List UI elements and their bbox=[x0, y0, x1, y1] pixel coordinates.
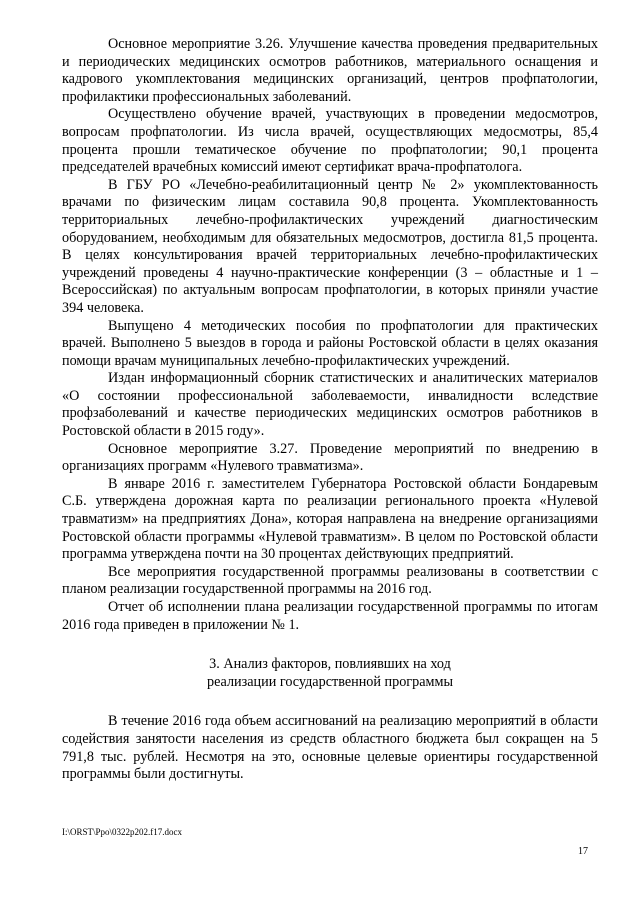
section-heading bbox=[62, 656, 598, 691]
document-body bbox=[62, 36, 598, 784]
paragraph-methodical-manuals: Выпущено 4 методических пособия по профпатологии для практических врачей. Выполнено 5 выездов в города и районы Ростовской области в целях оказания помощи врачам муниципальных лечебно-профилактических учреждений. bbox=[62, 317, 598, 369]
paragraph-all-measures-done: Все мероприятия государственной программы реализованы в соответствии с планом реализации государственной программы на 2016 год. bbox=[62, 563, 598, 598]
section-heading-line2: реализации государственной программы bbox=[206, 673, 454, 690]
paragraph-measure-3-27: Основное мероприятие 3.27. Проведение мероприятий по внедрению в организациях программ «Нулевого травматизма». bbox=[62, 440, 598, 475]
paragraph-rehab-center: В ГБУ РО «Лечебно-реабилитационный центр № 2» укомплектованность врачами по физическим лицам составила 90,8 процента. Укомплектованность территориальных лечебно-профилактических учреждений диагностическим оборудованием, необходимым для обязательных медосмотров, достигла 81,5 процента. В целях консультирования врачей территориальных лечебно-профилактических учреждений проведены 4 научно-практические конференции (3 – областные и 1 – Всероссийская) по актуальным вопросам профпатологии, в которых приняли участие 394 человека. bbox=[62, 176, 598, 316]
paragraph-info-collection: Издан информационный сборник статистических и аналитических материалов «О состоянии профессиональной заболеваемости, инвалидности вследствие профзаболеваний и качестве периодических медицинских осмотров работников в Ростовской области в 2015 году». bbox=[62, 370, 598, 440]
paragraph-measure-3-26: Основное мероприятие 3.26. Улучшение качества проведения предварительных и периодических медицинских осмотров работников, материального оснащения и кадрового укомплектования медицинских организаций, центров профпатологии, профилактики профессиональных заболеваний. bbox=[62, 36, 598, 105]
paragraph-doctor-training: Осуществлено обучение врачей, участвующих в проведении медосмотров, вопросам профпатологии. Из числа врачей, осуществляющих медосмотры, 85,4 процента прошли тематическое обучение по профпатологии; 90,1 процента председателей врачебных комиссий имеют сертификат врача-профпатолога. bbox=[62, 106, 598, 176]
section-heading-line1: 3. Анализ факторов, повлиявших на ход bbox=[209, 656, 451, 673]
paragraph-budget-reduction: В течение 2016 года объем ассигнований на реализацию мероприятий в области содействия занятости населения из средств областного бюджета был сокращен на 5 791,8 тыс. рублей. Несмотря на это, основные целевые ориентиры государственной программы были достигнуты. bbox=[62, 713, 598, 783]
page-number: 17 bbox=[578, 846, 588, 857]
paragraph-zero-injury-roadmap: В январе 2016 г. заместителем Губернатора Ростовской области Бондаревым С.Б. утверждена дорожная карта по реализации регионального проекта «Нулевой травматизм» на предприятиях Дона», которая направлена на внедрение организациями Ростовской области программы «Нулевой травматизм». В целом по Ростовской области программа утверждена почти на 30 процентах действующих предприятий. bbox=[62, 475, 598, 563]
paragraph-report-appendix: Отчет об исполнении плана реализации государственной программы по итогам 2016 года приведен в приложении № 1. bbox=[62, 599, 598, 633]
footer-file-path: I:\ORST\Ppo\0322p202.f17.docx bbox=[62, 827, 183, 837]
